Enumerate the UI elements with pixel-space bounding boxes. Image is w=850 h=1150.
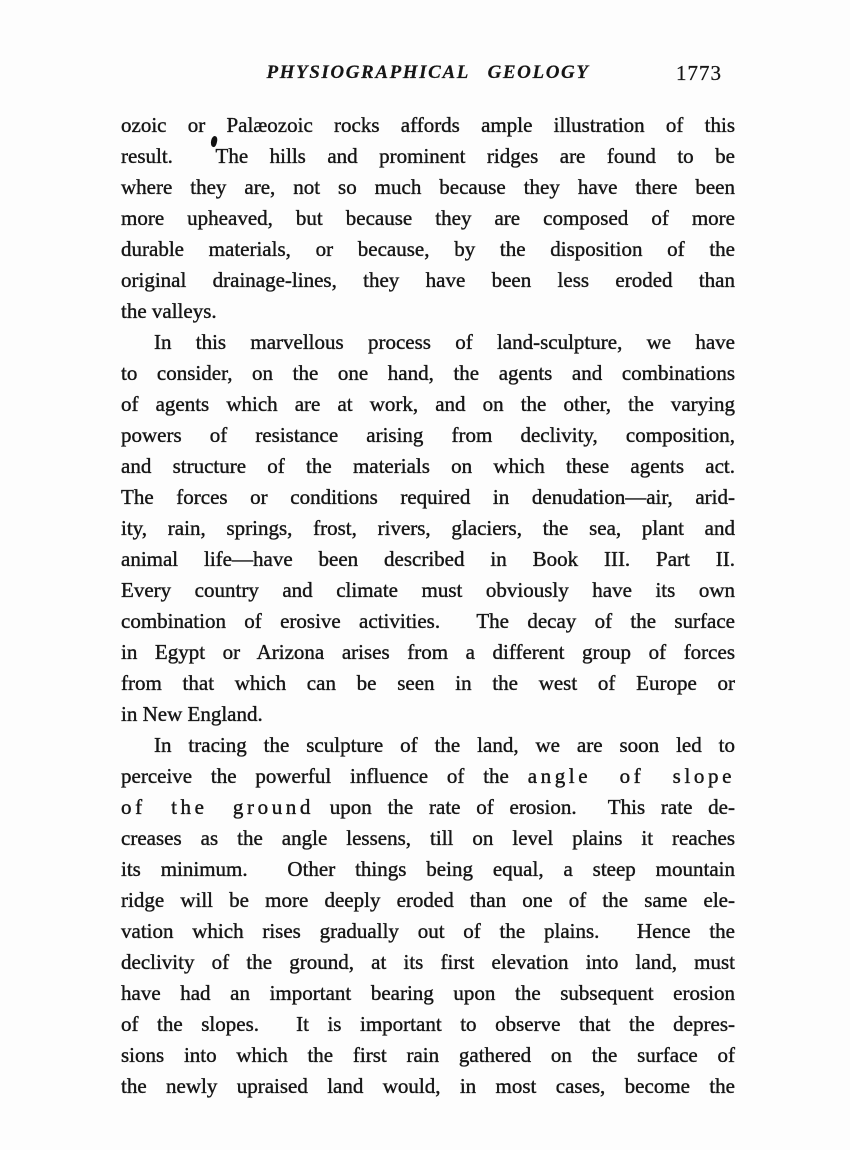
page-number: 1773: [676, 61, 722, 85]
text-segment: sions into which the first rain gathered on the surface of: [121, 1043, 735, 1067]
text-segment: in New England.: [121, 702, 263, 726]
page-content: [121, 62, 735, 1102]
text-segment: the valleys.: [121, 299, 217, 323]
text-segment: in Egypt or Arizona arises from a different group of forces: [121, 640, 735, 664]
text-segment: combination of erosive activities. The decay of the surface: [121, 609, 735, 633]
text-line: [121, 916, 735, 947]
text-segment: The forces or conditions required in denudation—air, arid-: [121, 485, 735, 509]
text-line: [121, 885, 735, 916]
text-segment: result. The hills and prominent ridges are found to be: [121, 144, 735, 168]
text-line: [121, 606, 735, 637]
page-body: [121, 110, 735, 1102]
text-line: [121, 1009, 735, 1040]
text-line: [121, 358, 735, 389]
text-line: [121, 1071, 735, 1102]
text-segment: durable materials, or because, by the disposition of the: [121, 237, 735, 261]
text-line: [121, 172, 735, 203]
text-line: [121, 761, 735, 792]
text-segment: In tracing the sculpture of the land, we are soon led to: [154, 733, 735, 757]
text-line: [121, 947, 735, 978]
text-line: [121, 668, 735, 699]
text-segment: to consider, on the one hand, the agents and combinations: [121, 361, 735, 385]
text-line: [121, 482, 735, 513]
text-segment: from that which can be seen in the west of Europe or: [121, 671, 735, 695]
text-segment: its minimum. Other things being equal, a steep mountain: [121, 857, 735, 881]
text-segment: perceive the powerful influence of the: [121, 764, 528, 788]
text-segment: In this marvellous process of land-sculpture, we have: [154, 330, 735, 354]
text-line: [121, 203, 735, 234]
text-segment: upon the rate of erosion. This rate de-: [314, 795, 735, 819]
text-segment: the newly upraised land would, in most cases, become the: [121, 1074, 735, 1098]
text-line: [121, 730, 735, 761]
text-segment: ozoic or Palæozoic rocks affords ample illustration of this: [121, 113, 735, 137]
text-line: [121, 637, 735, 668]
text-line: [121, 296, 735, 327]
text-segment: powers of resistance arising from declivity, composition,: [121, 423, 735, 447]
text-line: [121, 265, 735, 296]
emphasis-spaced-text: of the ground: [121, 795, 315, 819]
text-line: [121, 513, 735, 544]
text-line: [121, 699, 735, 730]
text-line: [121, 110, 735, 141]
text-line: [121, 978, 735, 1009]
text-line: [121, 575, 735, 606]
text-segment: more upheaved, but because they are composed of more: [121, 206, 735, 230]
text-line: [121, 854, 735, 885]
text-segment: of the slopes. It is important to observe that the depres-: [121, 1012, 735, 1036]
text-line: [121, 823, 735, 854]
text-segment: ridge will be more deeply eroded than one of the same ele-: [121, 888, 735, 912]
text-line: [121, 451, 735, 482]
text-segment: have had an important bearing upon the subsequent erosion: [121, 981, 735, 1005]
text-line: [121, 234, 735, 265]
text-segment: where they are, not so much because they have there been: [121, 175, 735, 199]
text-line: [121, 327, 735, 358]
text-segment: ity, rain, springs, frost, rivers, glaciers, the sea, plant and: [121, 516, 735, 540]
running-header-title: PHYSIOGRAPHICAL GEOLOGY: [266, 62, 590, 83]
text-segment: declivity of the ground, at its first elevation into land, must: [121, 950, 735, 974]
emphasis-spaced-text: angle of slope: [527, 764, 735, 788]
text-segment: and structure of the materials on which these agents act.: [121, 454, 735, 478]
text-line: [121, 420, 735, 451]
text-segment: original drainage-lines, they have been less eroded than: [121, 268, 735, 292]
text-line: [121, 792, 735, 823]
text-line: [121, 544, 735, 575]
text-line: [121, 141, 735, 172]
text-segment: creases as the angle lessens, till on level plains it reaches: [121, 826, 735, 850]
text-segment: vation which rises gradually out of the plains. Hence the: [121, 919, 735, 943]
text-segment: animal life—have been described in Book III. Part II.: [121, 547, 735, 571]
text-line: [121, 1040, 735, 1071]
text-segment: of agents which are at work, and on the other, the varying: [121, 392, 735, 416]
text-segment: Every country and climate must obviously have its own: [121, 578, 735, 602]
running-header: [121, 62, 735, 90]
text-line: [121, 389, 735, 420]
